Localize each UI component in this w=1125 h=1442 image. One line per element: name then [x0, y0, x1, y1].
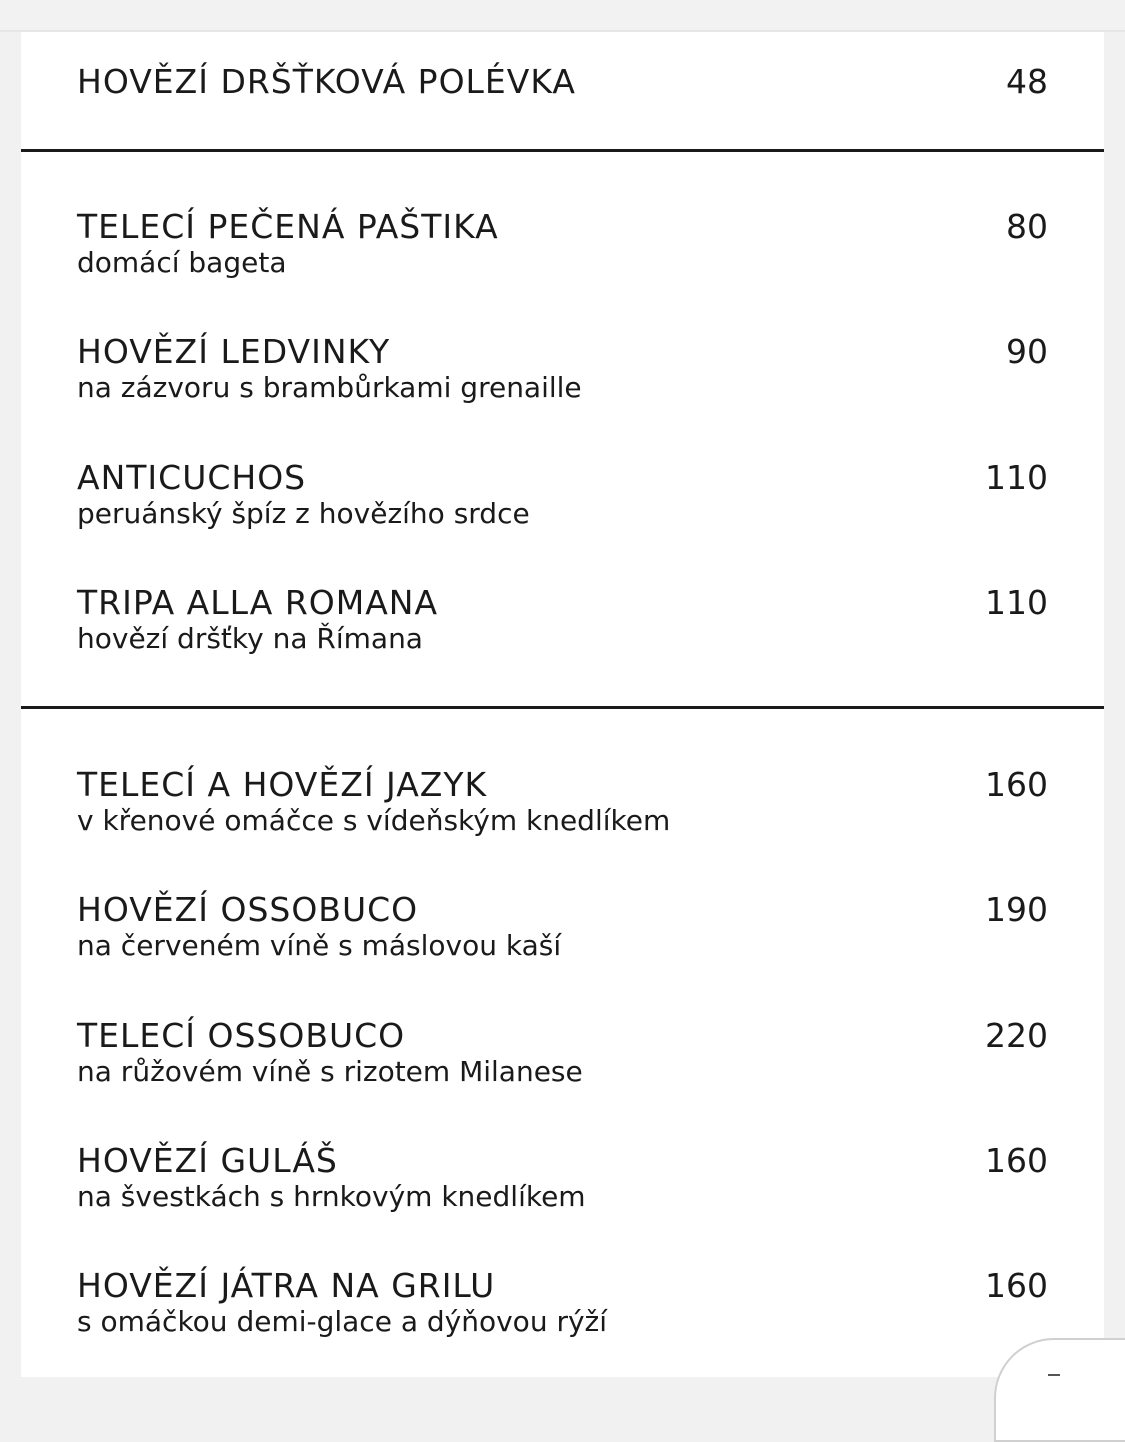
menu-icon [1048, 1374, 1060, 1376]
item-description: s omáčkou demi-glace a dýňovou rýží [77, 1305, 608, 1338]
item-description: na červeném víně s máslovou kaší [77, 929, 562, 962]
item-name: HOVĚZÍ JÁTRA NA GRILU [77, 1266, 496, 1305]
item-price: 160 [985, 1141, 1048, 1180]
item-name: TELECÍ A HOVĚZÍ JAZYK [77, 765, 488, 804]
item-price: 160 [985, 1266, 1048, 1305]
item-name: TRIPA ALLA ROMANA [77, 583, 439, 622]
item-description: na zázvoru s brambůrkami grenaille [77, 371, 582, 404]
menu-page[interactable] [21, 32, 1104, 1377]
item-price: 110 [985, 458, 1048, 497]
floating-action-button[interactable] [994, 1338, 1125, 1442]
item-description: hovězí dršťky na Římana [77, 622, 423, 655]
item-description: na růžovém víně s rizotem Milanese [77, 1055, 583, 1088]
item-name: ANTICUCHOS [77, 458, 307, 497]
item-name: HOVĚZÍ DRŠŤKOVÁ POLÉVKA [77, 62, 576, 101]
item-description: na švestkách s hrnkovým knedlíkem [77, 1180, 586, 1213]
item-name: HOVĚZÍ GULÁŠ [77, 1141, 338, 1180]
item-name: TELECÍ PEČENÁ PAŠTIKA [77, 207, 499, 246]
item-name: TELECÍ OSSOBUCO [77, 1016, 406, 1055]
item-price: 110 [985, 583, 1048, 622]
item-name: HOVĚZÍ LEDVINKY [77, 332, 391, 371]
item-price: 160 [985, 765, 1048, 804]
section-divider [21, 706, 1104, 709]
item-price: 190 [985, 890, 1048, 929]
item-price: 220 [985, 1016, 1048, 1055]
item-description: domácí bageta [77, 246, 287, 279]
item-name: HOVĚZÍ OSSOBUCO [77, 890, 419, 929]
section-divider [21, 149, 1104, 152]
item-price: 80 [1006, 207, 1048, 246]
item-price: 48 [1006, 62, 1048, 101]
item-description: v křenové omáčce s vídeňským knedlíkem [77, 804, 671, 837]
item-price: 90 [1006, 332, 1048, 371]
item-description: peruánský špíz z hovězího srdce [77, 497, 530, 530]
top-strip [0, 0, 1125, 32]
